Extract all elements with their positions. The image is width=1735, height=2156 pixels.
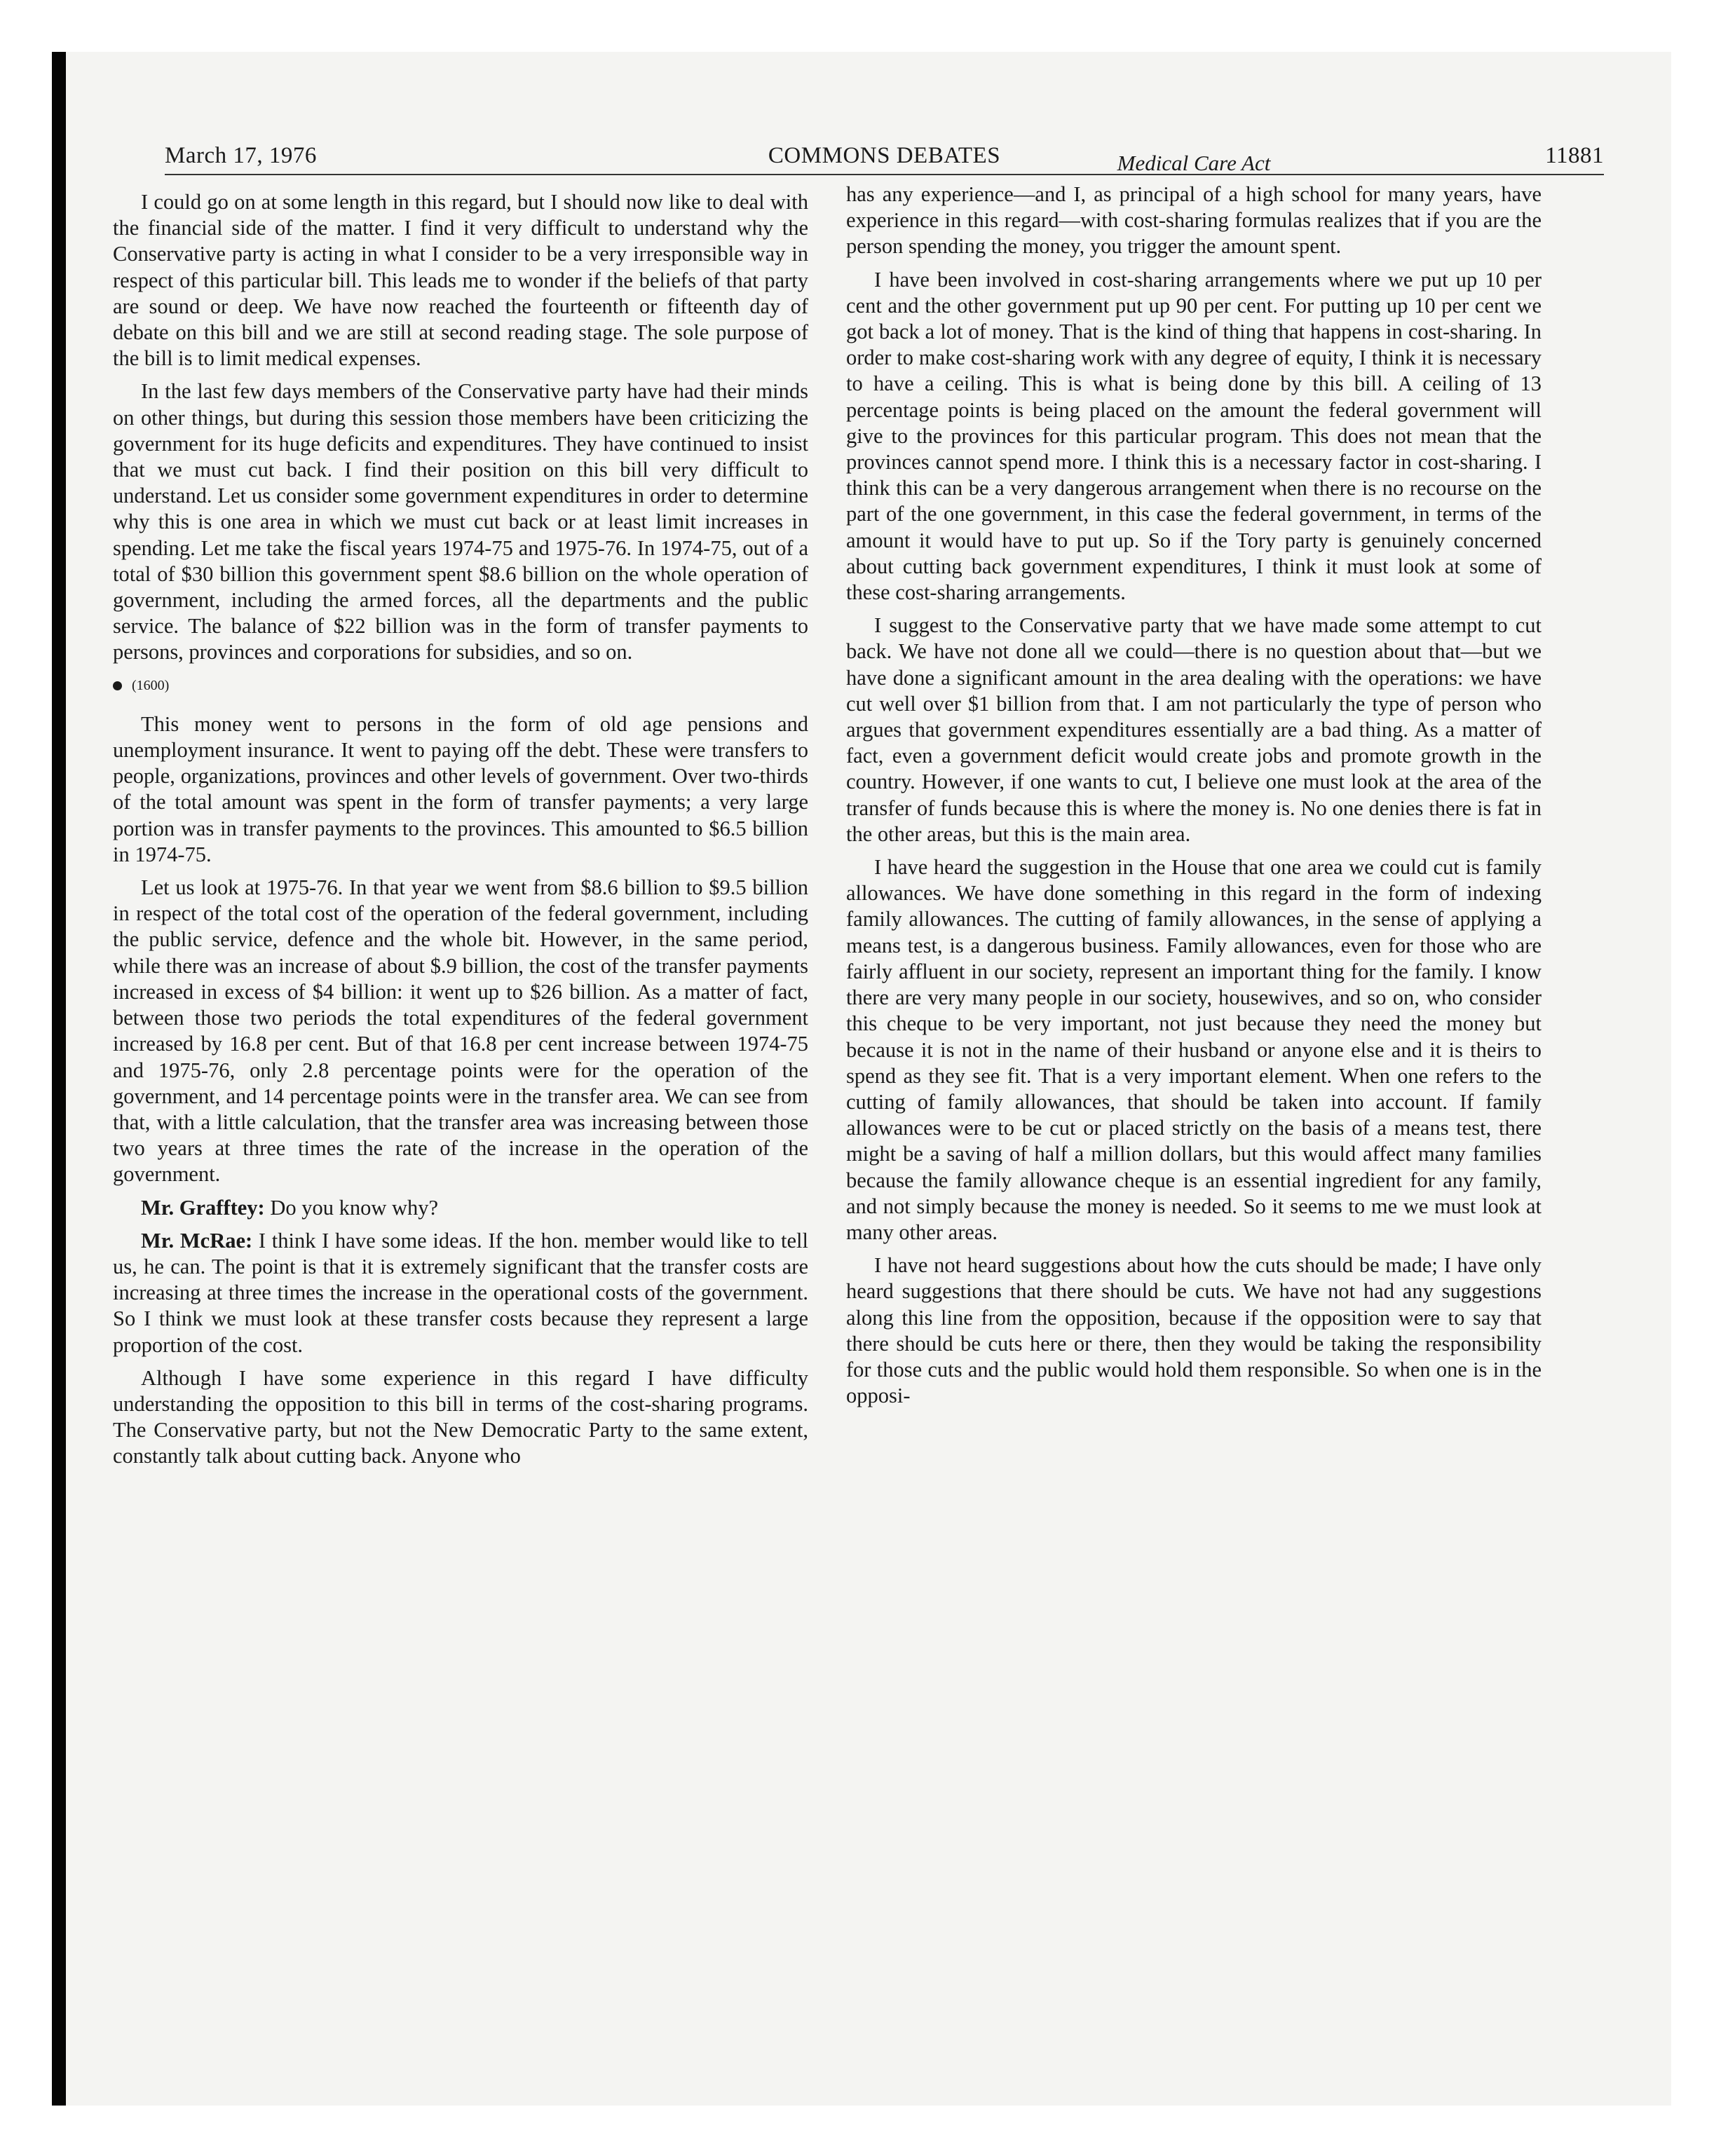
paragraph: In the last few days members of the Conservative party have had their minds on other things, but during this session those members have been criticizing the government for its huge deficits and expenditures. They have continued to insist that we must cut back. I find their position on this bill very difficult to understand. Let us consider some government expenditures in order to determine why this is one area in which we must cut back or at least limit increases in spending. Let me take the fiscal years 1974-75 and 1975-76. In 1974-75, out of a total of $30 billion this government spent $8.6 billion on the whole operation of government, including the armed forces, all the departments and the public service. The balance of $22 billion was in the form of transfer payments to persons, provinces and corporations for subsidies, and so on. <box>113 379 808 664</box>
speech <box>113 1195 808 1221</box>
paragraph: Let us look at 1975-76. In that year we went from $8.6 billion to $9.5 billion in respect of the total cost of the operation of the federal government, including the public service, defence and the whole bit. However, in the same period, while there was an increase of about $.9 billion, the cost of the transfer payments increased in excess of $4 billion: it went up to $26 billion. As a matter of fact, between those two periods the total expenditures of the federal government increased by 16.8 per cent. But of that 16.8 per cent increase between 1974-75 and 1975-76, only 2.8 percentage points were for the operation of the government, and 14 percentage points were in the transfer area. We can see from that, with a little calculation, that the transfer area was increasing between those two years at three times the rate of the increase in the operation of the government. <box>113 875 808 1187</box>
speaker-name: Mr. Grafftey: <box>141 1195 265 1220</box>
paragraph: This money went to persons in the form of old age pensions and unemployment insurance. It went to paying off the debt. These were transfers to people, organizations, provinces and other levels of government. Over two-thirds of the total amount was spent in the form of transfer payments; a very large portion was in transfer payments to the provinces. This amounted to $6.5 billion in 1974-75. <box>113 711 808 866</box>
paragraph: I have been involved in cost-sharing arrangements where we put up 10 per cent and the other government put up 90 per cent. For putting up 10 per cent we got back a lot of money. That is the kind of thing that happens in cost-sharing. In order to make cost-sharing work with any degree of equity, I think it is necessary to have a ceiling. This is what is being done by this bill. A ceiling of 13 percentage points is being placed on the amount the federal government will give to the provinces for this particular program. This does not mean that the provinces cannot spend more. I think this is a necessary factor in cost-sharing. I think this can be a very dangerous arrangement when there is no recourse on the part of the one government, in this case the federal government, in terms of the amount it would have to put up. So if the Tory party is genuinely concerned about cutting back government expenditures, I think it must look at some of these cost-sharing arrangements. <box>846 267 1542 605</box>
paragraph: has any experience—and I, as principal of a high school for many years, have experience in this regard—with cost-sharing formulas realizes that if you are the person spending the money, you trigger the amount spent. <box>846 182 1542 259</box>
time-marker <box>113 673 808 699</box>
paragraph: I have heard the suggestion in the House that one area we could cut is family allowances. We have done something in this regard in the form of indexing family allowances. The cutting of family allowances, in the sense of applying a means test, is a dangerous business. Family allowances, even for those who are fairly affluent in our society, represent an important thing for the family. I know there are very many people in our society, housewives, and so on, who consider this cheque to be very important, not just because they need the money but because it is not in the name of their husband or anyone else and it is theirs to spend as they see fit. That is a very important element. When one refers to the cutting of family allowances, that should be taken into account. If family allowances were to be cut or placed strictly on the basis of a means test, there might be a saving of half a million dollars, but this would affect many families because the family allowance cheque is an essential ingredient for any family, and not simply because the money is needed. So it seems to me we must look at many other areas. <box>846 855 1542 1244</box>
binding-edge <box>52 52 66 2106</box>
bullet-icon <box>113 681 122 690</box>
time-marker-label: (1600) <box>132 677 170 693</box>
speech-text: Do you know why? <box>270 1195 439 1220</box>
paragraph: I could go on at some length in this regard, but I should now like to deal with the financial side of the matter. I find it very difficult to understand why the Conservative party is acting in what I consider to be a very irresponsible way in respect of this particular bill. This leads me to wonder if the beliefs of that party are sound or deep. We have now reached the fourteenth or fifteenth day of debate on this bill and we are still at second reading stage. The sole purpose of the bill is to limit medical expenses. <box>113 190 808 371</box>
right-column <box>846 150 1542 1416</box>
paragraph: I suggest to the Conservative party that we have made some attempt to cut back. We have not done all we could—there is no question about that—but we have done a significant amount in the area dealing with the operations: we have cut well over $1 billion from that. I am not particularly the type of person who argues that government expenditures essentially are a bad thing. As a matter of fact, even a government deficit would create jobs and promote growth in the country. However, if one wants to cut, I believe one must look at the area of the transfer of funds because this is where the money is. No one denies there is fat in the other areas, but this is the main area. <box>846 613 1542 846</box>
paragraph: Although I have some experience in this regard I have difficulty understanding the opposition to this bill in terms of the cost-sharing programs. The Conservative party, but not the New Democratic Party to the same extent, constantly talk about cutting back. Anyone who <box>113 1365 808 1468</box>
header-date: March 17, 1976 <box>165 143 317 168</box>
header-page-number: 11881 <box>1545 143 1604 168</box>
paragraph: I have not heard suggestions about how the cuts should be made; I have only heard suggestions that there should be cuts. We have not had any suggestions along this line from the opposition, because if the opposition were to say that there should be cuts here or there, then they would be taking the responsibility for those cuts and the public would hold them responsible. So when one is in the opposi- <box>846 1253 1542 1408</box>
speaker-name: Mr. McRae: <box>141 1228 253 1253</box>
speech <box>113 1228 808 1358</box>
left-column <box>113 189 808 1477</box>
header-publication: COMMONS DEBATES <box>768 143 1001 168</box>
running-head: Medical Care Act <box>1117 151 1271 175</box>
speech-text: I think I have some ideas. If the hon. member would like to tell us, he can. The point is that it is extremely significant that the transfer costs are increasing at three times the increase in the operational costs of the government. So I think we must look at these transfer costs because they represent a large proportion of the cost. <box>113 1228 809 1357</box>
